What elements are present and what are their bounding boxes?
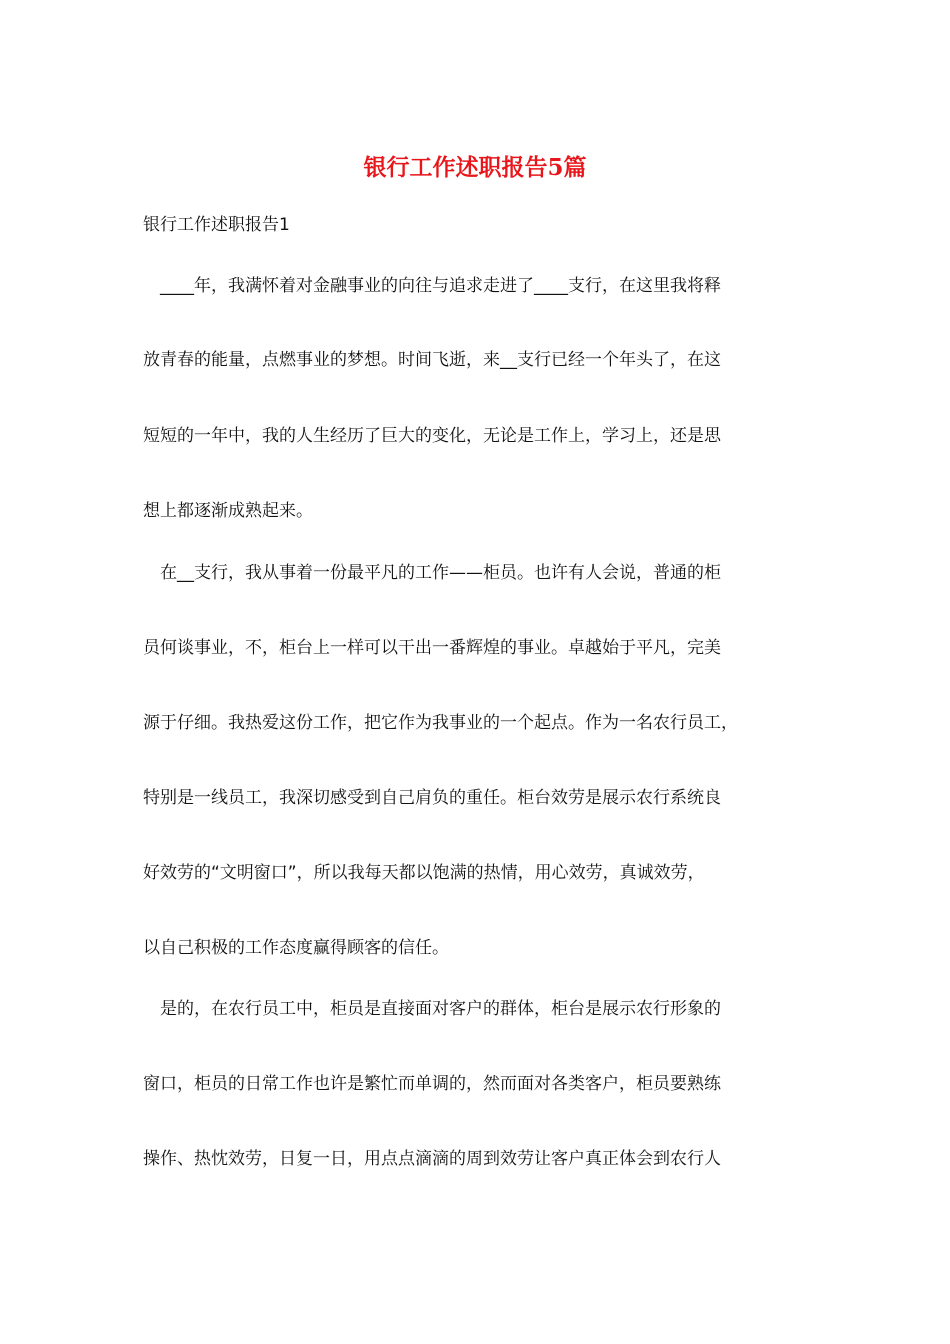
body-line: 员何谈事业，不，柜台上一样可以干出一番辉煌的事业。卓越始于平凡，完美 (143, 638, 721, 658)
document-title: 银行工作述职报告5篇 (363, 154, 587, 181)
body-line: 好效劳的“文明窗口”，所以我每天都以饱满的热情，用心效劳，真诚效劳， (143, 863, 705, 883)
body-line: 在__支行，我从事着一份最平凡的工作——柜员。也许有人会说，普通的柜 (143, 563, 721, 583)
body-line: 放青春的能量，点燃事业的梦想。时间飞逝，来__支行已经一个年头了，在这 (143, 350, 721, 370)
body-line: 窗口，柜员的日常工作也许是繁忙而单调的，然而面对各类客户，柜员要熟练 (143, 1074, 721, 1094)
body-line: ____年，我满怀着对金融事业的向往与追求走进了____支行，在这里我将释 (143, 276, 721, 296)
body-line: 短短的一年中，我的人生经历了巨大的变化，无论是工作上，学习上，还是思 (143, 426, 721, 446)
body-line: 特别是一线员工，我深切感受到自己肩负的重任。柜台效劳是展示农行系统良 (143, 788, 721, 808)
body-line: 想上都逐渐成熟起来。 (143, 501, 313, 521)
body-line: 源于仔细。我热爱这份工作，把它作为我事业的一个起点。作为一名农行员工， (143, 713, 738, 733)
body-line: 是的，在农行员工中，柜员是直接面对客户的群体，柜台是展示农行形象的 (143, 999, 721, 1019)
body-line: 操作、热忱效劳，日复一日，用点点滴滴的周到效劳让客户真正体会到农行人 (143, 1149, 721, 1169)
section-heading: 银行工作述职报告1 (143, 215, 290, 235)
body-line: 以自己积极的工作态度赢得顾客的信任。 (143, 938, 449, 958)
